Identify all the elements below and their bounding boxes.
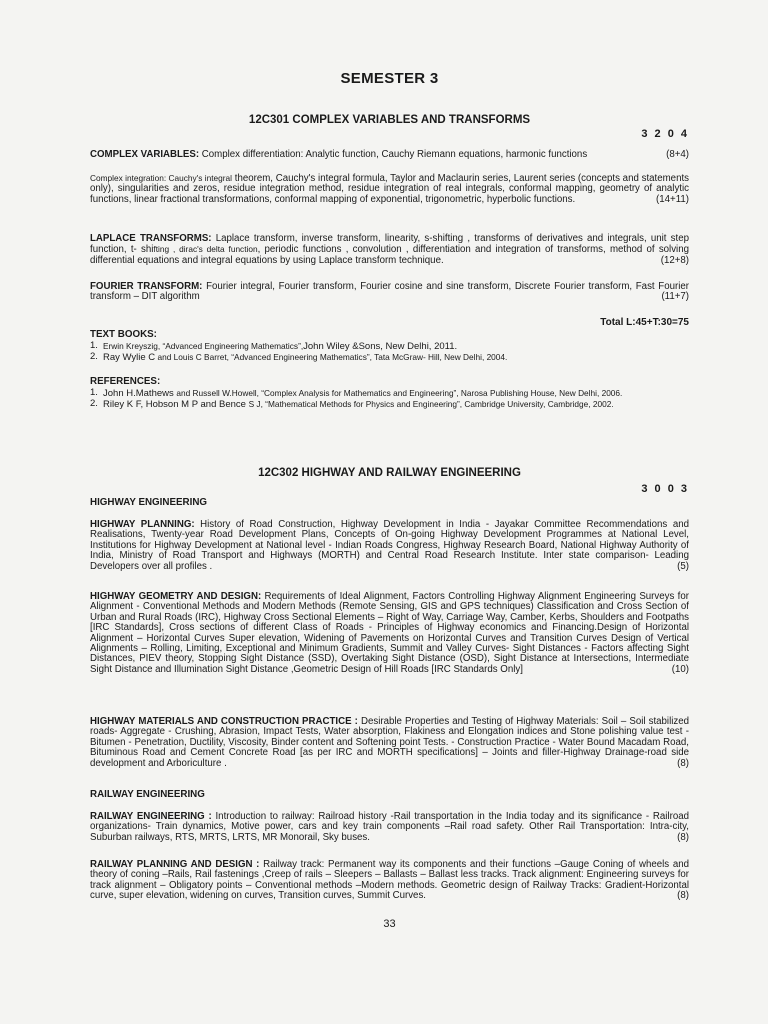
item-text	[103, 352, 689, 363]
course2-unit-railway-planning	[90, 860, 689, 902]
item-text	[103, 399, 689, 410]
unit-hours: (8+4)	[666, 149, 689, 160]
references-list	[90, 388, 689, 411]
item-number: 2.	[90, 351, 98, 363]
list-item	[90, 388, 689, 399]
course1-unit-laplace	[90, 234, 689, 266]
unit-hours: (12+8)	[660, 254, 689, 266]
item-text-a: Riley K F, Hobson M P and Bence	[103, 399, 249, 411]
unit-heading: RAILWAY PLANNING AND DESIGN :	[90, 859, 260, 870]
textbooks-list	[90, 341, 689, 364]
section-heading-highway: HIGHWAY ENGINEERING	[90, 497, 208, 508]
references-heading: REFERENCES:	[90, 376, 161, 387]
course1-unit-complex-integration	[90, 173, 689, 205]
unit-hours: (8)	[677, 890, 689, 902]
course2-unit-railway-engineering	[90, 812, 689, 843]
unit-hours: (10)	[671, 663, 689, 675]
course1-unit-fourier	[90, 282, 689, 303]
item-text-a: Ray Wylie C	[103, 352, 156, 364]
item-number: 2.	[90, 398, 98, 410]
course2-unit-highway-geometry	[90, 592, 689, 675]
unit-text-c: , periodic functions , convolution , differentiation and integration of transforms, method of solving differential equations and integral equations by using Laplace transform technique.	[90, 244, 689, 266]
unit-hours: (11+7)	[661, 291, 689, 303]
document-page	[90, 0, 689, 1024]
unit-heading: LAPLACE TRANSFORMS:	[90, 233, 212, 244]
unit-text: Requirements of Ideal Alignment, Factors Controlling Highway Alignment Engineering Surveys for Alignment - Conventional Methods and Modern Methods (Remote Sensing, GIS and GPS techniques) Classification and Cross Section of Urban and Rural Roads (IRC), Highway Cross Sectional Elements – Right of Way, Carriage Way, Camber, Kerbs, Shoulders and Footpaths [IRC Standards], Cross sections of different Class of Roads - Principles of Highway economics and Financing.Design of Horizontal Alignment – Horizontal Curves Super elevation, Widening of Pavements on Horizontal Curves and Transition Curves Design of Vertical Alignments – Rolling, Limiting, Exceptional and Minimum Gradients, Summit and Valley Curves- Sight Distances - Factors affecting Sight Distances, PIEV theory, Stopping Sight Distance (SSD), Overtaking Sight Distance (OSD), Sight Distance at Intersections, Intermediate Sight Distance and Illumination Sight Distance ,Geometric Design of Hill Roads [IRC Standards Only]	[90, 591, 689, 675]
unit-text: Railway track: Permanent way its components and their functions –Gauge Coning of wheels and theory of coning –Rails, Rail fastenings ,Creep of rails – Sleepers – Ballasts – Ballast less tracks. Track alignment: Engineering surveys for track alignment – Obligatory points – Conventional methods –Modern methods. Geometric design of Railway Tracks: Gradient-Horizontal curve, super elevation, widening on curves, Transition curves, Summit Curves.	[90, 859, 689, 902]
unit-hours: (8)	[677, 757, 689, 769]
unit-heading: RAILWAY ENGINEERING :	[90, 811, 212, 822]
item-number: 1.	[90, 340, 98, 351]
item-text-b: and Louis C Barret, “Advanced Engineering Mathematics”, Tata McGraw- Hill, New Delhi, 2004.	[155, 352, 508, 363]
unit-text-a: Laplace transform, inverse transform, linearity, s-shifting , transforms of derivatives and integrals, unit step function, t- shi	[90, 233, 689, 256]
course1-total-hours: Total L:45+T:30=75	[600, 317, 689, 328]
unit-heading: HIGHWAY GEOMETRY AND DESIGN:	[90, 591, 262, 602]
page-number: 33	[383, 918, 396, 930]
semester-heading: SEMESTER 3	[340, 70, 439, 87]
unit-text: Fourier integral, Fourier transform, Fourier cosine and sine transform, Discrete Fourier transform, Fast Fourier transform – DIT algorithm	[90, 281, 689, 303]
textbooks-heading: TEXT BOOKS:	[90, 329, 157, 340]
unit-heading: Complex integration: Cauchy's integral	[90, 173, 232, 183]
unit-text: Complex differentiation: Analytic function, Cauchy Riemann equations, harmonic functions	[201, 149, 588, 160]
course2-credits: 3 0 0 3	[641, 483, 689, 495]
unit-text-b: fting , dirac's delta function	[153, 244, 258, 255]
unit-heading: HIGHWAY PLANNING:	[90, 519, 195, 530]
course1-unit-complex-variables	[90, 150, 689, 160]
item-text-b: S J, “Mathematical Methods for Physics and Engineering”, Cambridge University, Cambridge, 2002.	[248, 399, 614, 410]
item-text-a: Erwin Kreyszig, “Advanced Engineering Mathematics”,	[103, 341, 304, 351]
unit-hours: (8)	[677, 831, 689, 843]
unit-text: Desirable Properties and Testing of Highway Materials: Soil – Soil stabilized roads- Aggregate - Crushing, Abrasion, Impact Tests, Water absorption, Flakiness and Elongation indices and Stone polishing value test - Bitumen - Penetration, Ductility, Viscosity, Binder content and Softening point Tests. - Construction Practice - Water Bound Macadam Road, Bituminous Road and Cement Concrete Road [as per IRC and MORTH specifications] – Joints and filler-Highway Drainage-road side development and Arboriculture .	[90, 716, 689, 769]
item-text-b: John Wiley &Sons, New Delhi, 2011.	[303, 341, 458, 352]
list-item	[90, 399, 689, 410]
list-item	[90, 341, 689, 352]
list-item	[90, 352, 689, 363]
section-heading-railway: RAILWAY ENGINEERING	[90, 789, 205, 800]
unit-text: Introduction to railway: Railroad history -Rail transportation in the India today and its significance - Railroad organizations- Train dynamics, Motive power, cars and key train components –Rail road safety. Other Rail Transportation: Intra-city, Suburban railways, RTS, MRTS, LRTS, MR Monorail, Sky buses.	[90, 811, 689, 843]
item-number: 1.	[90, 387, 98, 398]
item-text-b: and Russell W.Howell, “Complex Analysis for Mathematics and Engineering”, Narosa Publishing House, New Delhi, 2006.	[176, 388, 623, 398]
unit-hours: (14+11)	[656, 193, 689, 205]
unit-heading: HIGHWAY MATERIALS AND CONSTRUCTION PRACTICE :	[90, 716, 358, 727]
item-text	[103, 388, 689, 399]
item-text-a: John H.Mathews	[103, 388, 177, 399]
unit-text: History of Road Construction, Highway Development in India - Jayakar Committee Recommendations and Realisations, Twenty-year Road Development Plans, Concepts of On-going Highway Development Programmes at National Level, Institutions for Highway Development at National level - Indian Roads Congress, Highway Research Board, National Highway Authority of India, Ministry of Road Transport and Highways (MORTH) and Central Road Research Institute. Inter state comparison- Leading Developers over all profiles .	[90, 519, 689, 572]
course1-title: 12C301 COMPLEX VARIABLES AND TRANSFORMS	[248, 114, 531, 126]
unit-text: theorem, Cauchy's integral formula, Taylor and Maclaurin series, Laurent series (concepts and statements only), singularities and zeros, residue integration method, residue integration of real integrals, conformal mapping, geometry of analytic functions, linear fractional transformations, conformal mapping of exponential, trigonometric, hyperbolic functions.	[90, 173, 689, 205]
item-text	[103, 341, 689, 352]
unit-hours: (5)	[677, 560, 689, 572]
course2-unit-highway-planning	[90, 520, 689, 572]
course2-title: 12C302 HIGHWAY AND RAILWAY ENGINEERING	[258, 467, 521, 479]
course1-credits: 3 2 0 4	[641, 128, 689, 140]
course2-unit-highway-materials	[90, 717, 689, 769]
unit-heading: FOURIER TRANSFORM:	[90, 281, 203, 292]
unit-heading: COMPLEX VARIABLES:	[90, 149, 200, 160]
